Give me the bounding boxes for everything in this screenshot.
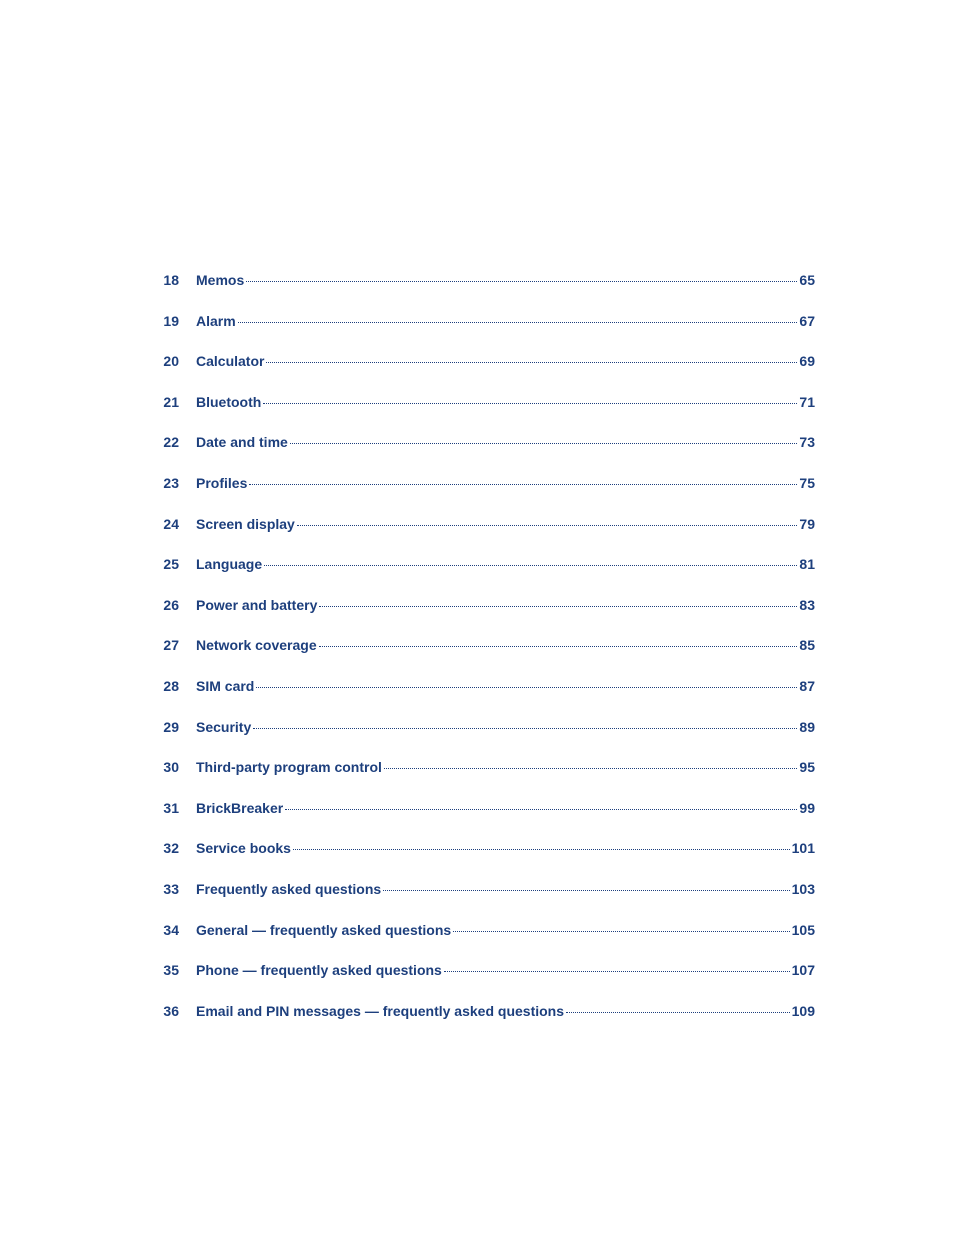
toc-dot-leader — [293, 849, 790, 850]
toc-dot-leader — [253, 728, 797, 729]
toc-dot-leader — [263, 403, 797, 404]
toc-entry-number: 30 — [163, 759, 179, 776]
toc-entry-title: Bluetooth — [196, 393, 262, 410]
toc-entry-title: Service books — [196, 840, 291, 857]
toc-entry-page: 81 — [799, 556, 815, 573]
toc-entry-title: Screen display — [196, 515, 295, 532]
toc-entry-title: Alarm — [196, 312, 236, 329]
toc-entry-page: 73 — [799, 434, 815, 451]
toc-dot-leader — [266, 362, 797, 363]
toc-dot-leader — [285, 809, 797, 810]
toc-entry[interactable] — [155, 394, 815, 435]
toc-entry-title: Date and time — [196, 434, 288, 451]
toc-entry-number: 27 — [163, 637, 179, 654]
toc-entry-page: 105 — [791, 921, 815, 938]
toc-entry-page: 69 — [799, 353, 815, 370]
toc-entry-page: 103 — [791, 880, 815, 897]
toc-entry-page: 79 — [799, 515, 815, 532]
toc-entry-number: 35 — [163, 962, 179, 979]
toc-entry-page: 107 — [791, 962, 815, 979]
toc-entry-title: Memos — [196, 272, 245, 288]
toc-entry-page: 67 — [799, 312, 815, 329]
toc-entry-number: 29 — [163, 718, 179, 735]
toc-entry-page: 89 — [799, 718, 815, 735]
toc-entry[interactable] — [155, 597, 815, 638]
toc-entry-number: 19 — [163, 312, 179, 329]
toc-dot-leader — [383, 890, 789, 891]
toc-dot-leader — [238, 322, 798, 323]
toc-entry-number: 36 — [163, 1002, 179, 1019]
toc-entry-title: Email and PIN messages — frequently asked questions — [196, 1002, 565, 1019]
toc-entry-number: 21 — [163, 393, 179, 410]
toc-dot-leader — [384, 768, 798, 769]
toc-entry[interactable] — [155, 637, 815, 678]
toc-dot-leader — [290, 443, 798, 444]
toc-dot-leader — [453, 931, 789, 932]
toc-entry-number: 20 — [163, 353, 179, 370]
toc-dot-leader — [319, 646, 798, 647]
toc-entry-number: 24 — [163, 515, 179, 532]
toc-entry[interactable] — [155, 272, 815, 313]
toc-entry[interactable] — [155, 1003, 815, 1044]
toc-entry-number: 26 — [163, 596, 179, 613]
toc-entry-number: 22 — [163, 434, 179, 451]
toc-entry[interactable] — [155, 922, 815, 963]
toc-entry-title: Frequently asked questions — [196, 880, 382, 897]
toc-entry[interactable] — [155, 759, 815, 800]
toc-entry-number: 31 — [163, 799, 179, 816]
toc-entry-number: 25 — [163, 556, 179, 573]
toc-entry-number: 28 — [163, 677, 179, 694]
toc-entry[interactable] — [155, 313, 815, 354]
toc-entry-page: 95 — [799, 759, 815, 776]
toc-entry-title: Network coverage — [196, 637, 317, 654]
toc-entry-page: 83 — [799, 596, 815, 613]
toc-entry-title: BrickBreaker — [196, 799, 284, 816]
toc-entry[interactable] — [155, 516, 815, 557]
toc-entry-number: 23 — [163, 474, 179, 491]
toc-dot-leader — [444, 971, 790, 972]
toc-dot-leader — [566, 1012, 790, 1013]
toc-entry-number: 32 — [163, 840, 179, 857]
toc-entry-page: 71 — [799, 393, 815, 410]
toc-entry[interactable] — [155, 881, 815, 922]
toc-entry-title: Power and battery — [196, 596, 318, 613]
toc-entry-page: 85 — [799, 637, 815, 654]
toc-entry-page: 109 — [791, 1002, 815, 1019]
toc-entry-title: Profiles — [196, 474, 248, 491]
toc-entry-page: 101 — [791, 840, 815, 857]
toc-entry-number: 34 — [163, 921, 179, 938]
toc-dot-leader — [319, 606, 797, 607]
toc-entry-number: 18 — [163, 272, 179, 288]
toc-entry-title: Phone — frequently asked questions — [196, 962, 442, 979]
toc-entry[interactable] — [155, 840, 815, 881]
toc-entry[interactable] — [155, 800, 815, 841]
toc-entry-title: Third-party program control — [196, 759, 382, 776]
toc-entry-title: Security — [196, 718, 252, 735]
toc-dot-leader — [249, 484, 797, 485]
toc-entry[interactable] — [155, 719, 815, 760]
toc-entry-page: 99 — [799, 799, 815, 816]
toc-entry-title: General — frequently asked questions — [196, 921, 452, 938]
toc-entry-page: 75 — [799, 474, 815, 491]
toc-dot-leader — [246, 281, 797, 282]
toc-entry[interactable] — [155, 434, 815, 475]
toc-entry[interactable] — [155, 353, 815, 394]
toc-entry[interactable] — [155, 475, 815, 516]
toc-entry-page: 87 — [799, 677, 815, 694]
toc-entry[interactable] — [155, 556, 815, 597]
toc-entry-title: Language — [196, 556, 263, 573]
toc-dot-leader — [256, 687, 797, 688]
table-of-contents — [155, 272, 815, 1043]
toc-entry-number: 33 — [163, 880, 179, 897]
toc-dot-leader — [297, 525, 798, 526]
toc-entry-title: Calculator — [196, 353, 265, 370]
toc-entry[interactable] — [155, 678, 815, 719]
toc-entry-page: 65 — [799, 272, 815, 288]
toc-dot-leader — [264, 565, 797, 566]
toc-entry-title: SIM card — [196, 677, 255, 694]
toc-entry[interactable] — [155, 962, 815, 1003]
